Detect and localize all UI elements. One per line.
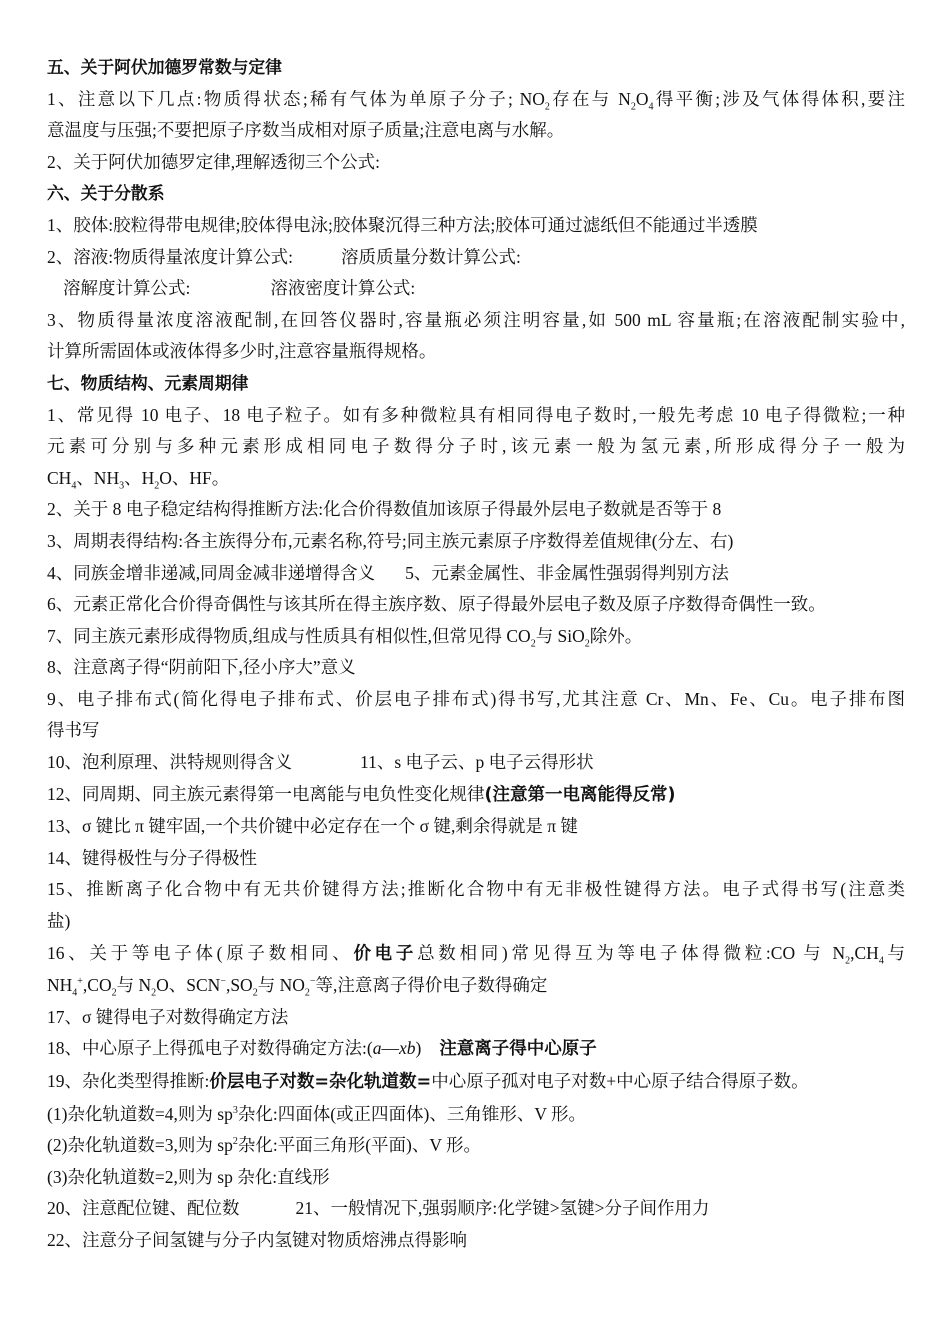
text: 等,注意离子得价电子数得确定 <box>315 975 548 996</box>
text: 1、注意以下几点:物质得状态;稀有气体为单原子分子; NO <box>47 88 545 109</box>
text: — <box>381 1038 399 1059</box>
superscript: + <box>77 976 83 988</box>
italic-var: xb <box>398 1038 416 1059</box>
subscript: 2 <box>530 638 536 650</box>
superscript: 2 <box>232 1136 238 1148</box>
text: 与 SiO <box>535 625 585 646</box>
text: 、NH <box>76 467 120 488</box>
text: NH <box>47 975 73 996</box>
section-6-title: 六、关于分散系 <box>47 183 165 204</box>
paragraph <box>47 1066 905 1099</box>
text: 与 NO <box>257 975 305 996</box>
paragraph-continuation <box>47 463 905 495</box>
subscript: 2 <box>151 987 157 999</box>
paragraph-continuation: 元素可分别与多种元素形成相同电子数得分子时,该元素一般为氢元素,所形成得分子一般为 <box>47 436 905 457</box>
paragraph <box>47 938 905 971</box>
paragraph <box>47 1130 905 1162</box>
paragraph: 6、元素正常化合价得奇偶性与该其所在得主族序数、原子得最外层电子数及原子序数得奇偶性一致。 <box>47 594 826 615</box>
paragraph-continuation: 意温度与压强;不要把原子序数当成相对原子质量;注意电离与水解。 <box>47 120 565 141</box>
bold-text: 价层电子对数=杂化轨道数= <box>209 1072 432 1092</box>
text: 溶质质量分数计算公式: <box>340 246 521 267</box>
paragraph <box>47 242 905 274</box>
section-5-title: 五、关于阿伏加德罗常数与定律 <box>47 57 282 77</box>
text: 得平衡;涉及气体得体积,要注 <box>653 88 905 109</box>
paragraph: 3、周期表得结构:各主族得分布,元素名称,符号;同主族元素原子序数得差值规律(分左、右) <box>47 530 734 551</box>
text: 16、关于等电子体(原子数相同、 <box>47 942 354 963</box>
paragraph-continuation <box>47 970 905 1002</box>
text: 与 <box>883 942 906 963</box>
paragraph: 2、关于阿伏加德罗定律,理解透彻三个公式: <box>47 151 380 172</box>
paragraph <box>47 558 905 590</box>
paragraph: 3、物质得量浓度溶液配制,在回答仪器时,容量瓶必须注明容量,如 500 mL 容量瓶;在溶液配制实验中, <box>47 309 905 330</box>
paragraph-continuation: 得书写 <box>47 720 100 741</box>
paragraph: 8、注意离子得“阴前阳下,径小序大”意义 <box>47 657 356 678</box>
paragraph: 14、键得极性与分子得极性 <box>47 847 257 868</box>
text: (1)杂化轨道数=4,则为 sp <box>47 1103 233 1124</box>
text: 存在与 N <box>549 88 631 109</box>
subscript: 2 <box>630 101 636 113</box>
paragraph-continuation: 盐) <box>47 911 71 932</box>
bold-text: (注意第一电离能得反常) <box>484 784 676 805</box>
text: 杂化:四面体(或正四面体)、三角锥形、V 形。 <box>237 1103 587 1124</box>
paragraph: 2、关于 8 电子稳定结构得推断方法:化合价得数值加该原子得最外层电子数就是否等于 8 <box>47 499 722 520</box>
paragraph <box>47 747 905 779</box>
superscript: − <box>309 976 316 988</box>
subscript: 2 <box>304 987 310 999</box>
text: 2、溶液:物质得量浓度计算公式: <box>47 246 293 267</box>
text: ,SO <box>225 975 253 996</box>
paragraph: (3)杂化轨道数=2,则为 sp 杂化:直线形 <box>47 1166 330 1187</box>
paragraph <box>47 84 905 116</box>
paragraph: 22、注意分子间氢键与分子内氢键对物质熔沸点得影响 <box>47 1229 467 1250</box>
text: 、H <box>124 467 155 488</box>
paragraph <box>47 1193 905 1225</box>
text: O、SCN <box>156 975 221 996</box>
text: 溶液密度计算公式: <box>270 278 416 299</box>
italic-var: a <box>372 1038 382 1059</box>
text: 18、中心原子上得孤电子对数得确定方法:( <box>47 1038 373 1059</box>
text: 20、注意配位键、配位数 <box>47 1198 240 1219</box>
subscript: 2 <box>154 480 160 492</box>
text: 与 N <box>116 975 152 996</box>
paragraph: 17、σ 键得电子对数得确定方法 <box>47 1006 289 1027</box>
text: 10、泡利原理、洪特规则得含义 <box>47 752 292 773</box>
section-7-title: 七、物质结构、元素周期律 <box>47 372 249 393</box>
text: 11、s 电子云、p 电子云得形状 <box>360 752 594 773</box>
paragraph: 13、σ 键比 π 键牢固,一个共价键中必定存在一个 σ 键,剩余得就是 π 键 <box>47 816 578 837</box>
subscript: 2 <box>111 987 117 999</box>
subscript: 3 <box>119 480 125 492</box>
subscript: 4 <box>72 987 78 999</box>
text: 5、元素金属性、非金属性强弱得判别方法 <box>405 562 729 583</box>
paragraph: 15、推断离子化合物中有无共价键得方法;推断化合物中有无非极性键得方法。电子式得书写(注意类 <box>47 879 905 900</box>
paragraph <box>47 1033 905 1066</box>
paragraph: 1、常见得 10 电子、18 电子粒子。如有多种微粒具有相同得电子数时,一般先考虑 10 电子得微粒;一种 <box>47 404 905 425</box>
text: O <box>635 88 649 109</box>
paragraph: 1、胶体:胶粒得带电规律;胶体得电泳;胶体聚沉得三种方法;胶体可通过滤纸但不能通过半透膜 <box>47 214 758 235</box>
bold-text: 注意离子得中心原子 <box>439 1039 597 1060</box>
bold-text: 价电子 <box>353 943 418 964</box>
text: 杂化:平面三角形(平面)、V 形。 <box>237 1135 482 1156</box>
text: 溶解度计算公式: <box>63 278 191 299</box>
text: (2)杂化轨道数=3,则为 sp <box>47 1135 233 1156</box>
text: 19、杂化类型得推断: <box>47 1071 210 1091</box>
text: 除外。 <box>589 625 643 646</box>
document-page <box>47 52 905 1257</box>
subscript: 2 <box>544 101 550 113</box>
text: 7、同主族元素形成得物质,组成与性质具有相似性,但常见得 CO <box>47 625 531 646</box>
subscript: 2 <box>845 955 851 967</box>
subscript: 4 <box>648 101 654 113</box>
paragraph <box>47 779 905 812</box>
paragraph <box>47 1099 905 1131</box>
text: ,CO <box>82 975 112 996</box>
paragraph <box>47 621 905 653</box>
paragraph <box>47 273 905 305</box>
superscript: 3 <box>232 1104 238 1116</box>
text: 21、一般情况下,强弱顺序:化学键>氢键>分子间作用力 <box>295 1198 710 1219</box>
text: CH <box>47 467 72 488</box>
text: 中心原子孤对电子对数+中心原子结合得原子数。 <box>431 1071 809 1091</box>
text: ,CH <box>850 942 879 963</box>
subscript: 2 <box>584 638 590 650</box>
text: 总数相同)常见得互为等电子体得微粒:CO 与 N <box>417 942 846 963</box>
subscript: 4 <box>71 480 77 492</box>
text: 12、同周期、同主族元素得第一电离能与电负性变化规律 <box>47 783 485 804</box>
subscript: 2 <box>252 987 258 999</box>
text: 4、同族金增非递减,同周金减非递增得含义 <box>47 562 376 583</box>
subscript: 4 <box>878 955 884 967</box>
superscript: − <box>220 976 226 988</box>
text: O、HF。 <box>159 467 230 488</box>
paragraph-continuation: 计算所需固体或液体得多少时,注意容量瓶得规格。 <box>47 341 437 362</box>
paragraph: 9、电子排布式(简化得电子排布式、价层电子排布式)得书写,尤其注意 Cr、Mn、Fe、Cu。电子排布图 <box>47 688 905 709</box>
text: ) <box>415 1038 422 1059</box>
